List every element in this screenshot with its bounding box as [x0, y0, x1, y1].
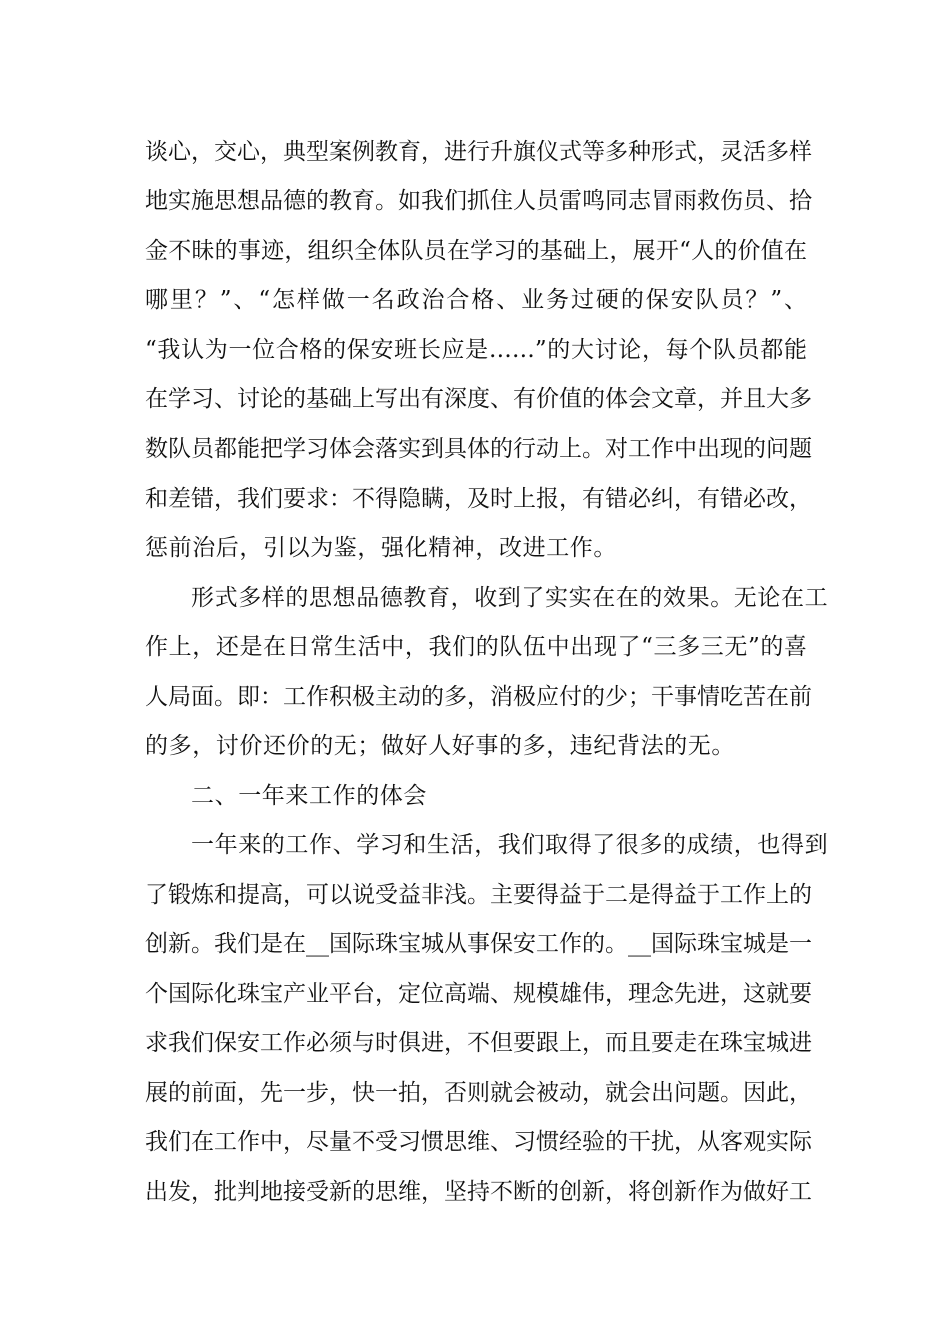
text-line: 我们在工作中，尽量不受习惯思维、习惯经验的干扰，从客观实际	[145, 1129, 812, 1155]
text-line: 人局面。即：工作积极主动的多，消极应付的少；干事情吃苦在前	[145, 684, 812, 710]
text-line: 谈心，交心，典型案例教育，进行升旗仪式等多种形式，灵活多样	[145, 139, 812, 165]
text-line: 在学习、讨论的基础上写出有深度、有价值的体会文章，并且大多	[145, 386, 812, 412]
text-line: 个国际化珠宝产业平台，定位高端、规模雄伟，理念先进，这就要	[145, 981, 812, 1007]
text-line: 求我们保安工作必须与时俱进，不但要跟上，而且要走在珠宝城进	[145, 1030, 812, 1056]
text-line: 哪里？”、“怎样做一名政治合格、业务过硬的保安队员？”、	[145, 287, 807, 313]
paragraph-first-line: 形式多样的思想品德教育，收到了实实在在的效果。无论在工	[191, 585, 829, 611]
text-line: 和差错，我们要求：不得隐瞒，及时上报，有错必纠，有错必改，	[145, 486, 812, 512]
text-line: 展的前面，先一步，快一拍，否则就会被动，就会出问题。因此，	[145, 1080, 812, 1106]
paragraph-first-line: 一年来的工作、学习和生活，我们取得了很多的成绩，也得到	[191, 832, 829, 858]
text-line: 作上，还是在日常生活中，我们的队伍中出现了“三多三无”的喜	[145, 634, 807, 660]
section-heading: 二、一年来工作的体会	[191, 783, 427, 809]
text-line: 地实施思想品德的教育。如我们抓住人员雷鸣同志冒雨救伤员、拾	[145, 188, 812, 214]
text-line: 的多，讨价还价的无；做好人好事的多，违纪背法的无。	[145, 733, 735, 759]
text-line: 金不昧的事迹，组织全体队员在学习的基础上，展开“人的价值在	[145, 238, 807, 264]
text-line: 出发，批判地接受新的思维，坚持不断的创新，将创新作为做好工	[145, 1179, 812, 1205]
text-line: 惩前治后，引以为鉴，强化精神，改进工作。	[145, 535, 617, 561]
text-line: “我认为一位合格的保安班长应是……”的大讨论，每个队员都能	[145, 337, 807, 363]
text-line: 创新。我们是在__国际珠宝城从事保安工作的。__国际珠宝城是一	[145, 931, 812, 957]
text-line: 了锻炼和提高，可以说受益非浅。主要得益于二是得益于工作上的	[145, 882, 812, 908]
text-line: 数队员都能把学习体会落实到具体的行动上。对工作中出现的问题	[145, 436, 812, 462]
